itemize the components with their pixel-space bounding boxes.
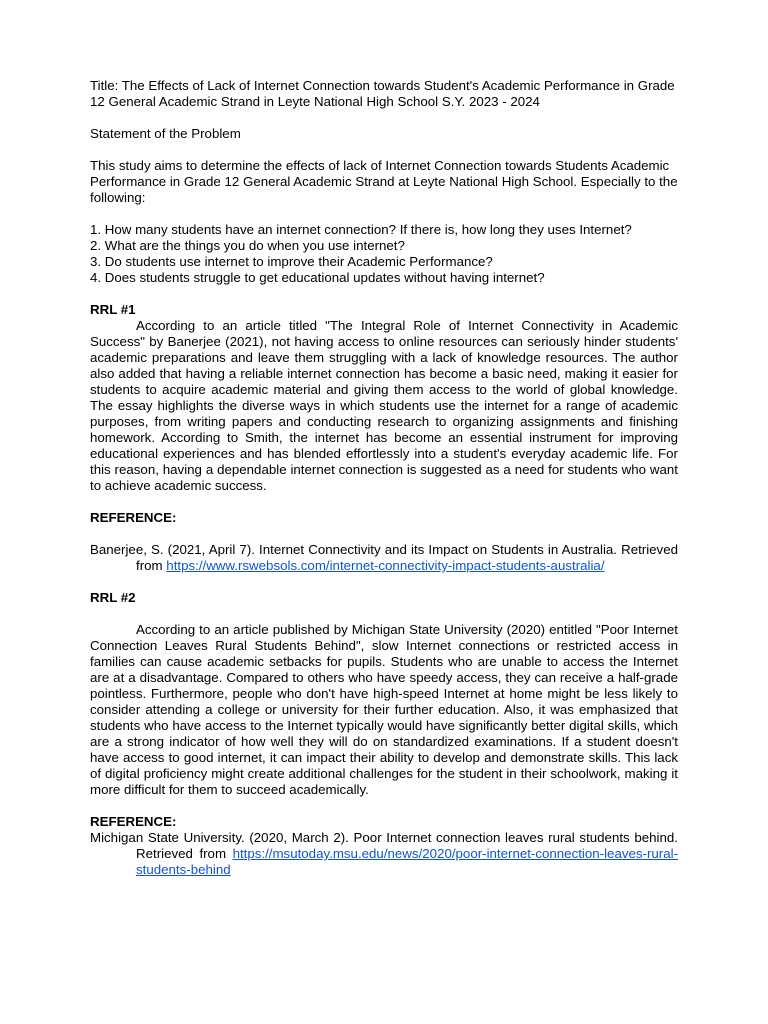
intro-paragraph: This study aims to determine the effects of lack of Internet Connection towards Students Academic Performance in Grade 12 General Academic Strand at Leyte National High School. Especially to the following: [90, 158, 678, 205]
statement-heading: Statement of the Problem [90, 126, 241, 141]
rrl2-reference [90, 830, 678, 878]
document-page [90, 78, 678, 878]
rrl2-heading: RRL #2 [90, 590, 136, 605]
question-list [90, 222, 678, 286]
document-title: Title: The Effects of Lack of Internet Connection towards Student's Academic Performance in Grade 12 General Academic Strand in Leyte National High School S.Y. 2023 - 2024 [90, 78, 675, 109]
rrl2-section [90, 590, 678, 878]
rrl1-reference-heading: REFERENCE: [90, 510, 177, 525]
rrl2-reference-link[interactable]: https://msutoday.msu.edu/news/2020/poor-internet-connection-leaves-rural-students-behind [136, 846, 678, 877]
question-item: 4. Does students struggle to get educational updates without having internet? [90, 270, 545, 285]
rrl1-body: According to an article titled "The Integral Role of Internet Connectivity in Academic Success" by Banerjee (2021), not having access to online resources can seriously hinder students' academic preparations and leave them struggling with a lack of knowledge resources. The author also added that having a reliable internet connection has become a basic need, making it easier for students to acquire academic material and giving them access to the world of global knowledge. The essay highlights the diverse ways in which students use the internet for a range of academic purposes, from writing papers and conducting research to organizing assignments and finishing homework. According to Smith, the internet has become an essential instrument for improving educational experiences and has blended effortlessly into a student's everyday academic life. For this reason, having a dependable internet connection is suggested as a need for students who want to achieve academic success. [90, 318, 678, 493]
rrl2-body: According to an article published by Michigan State University (2020) entitled "Poor Internet Connection Leaves Rural Students Behind", slow Internet connections or restricted access in families can cause academic setbacks for pupils. Students who are unable to access the Internet are at a disadvantage. Compared to others who have speedy access, they can receive a half-grade pointless. Furthermore, people who don't have high-speed Internet at home might be less likely to consider attending a college or university for their further education. Also, it was emphasized that students who have access to the Internet typically would have significantly better digital skills, which are a strong indicator of how well they will do on standardized examinations. If a student doesn't have access to good internet, it can impact their ability to develop and demonstrate skills. This lack of digital proficiency might create additional challenges for the student in their schoolwork, making it more difficult for them to succeed academically. [90, 622, 678, 797]
rrl2-reference-text: Michigan State University. (2020, March 2). Poor Internet connection leaves rural students behind. Retrieved from [90, 830, 678, 861]
rrl1-reference-text: Banerjee, S. (2021, April 7). Internet Connectivity and its Impact on Students in Australia. Retrieved from [90, 542, 678, 573]
spacer [90, 606, 678, 622]
question-item: 3. Do students use internet to improve their Academic Performance? [90, 254, 493, 269]
rrl1-reference-link[interactable]: https://www.rswebsols.com/internet-connectivity-impact-students-australia/ [166, 558, 605, 573]
rrl1-section [90, 302, 678, 574]
question-item: 1. How many students have an internet connection? If there is, how long they uses Internet? [90, 222, 632, 237]
rrl1-heading: RRL #1 [90, 302, 136, 317]
question-item: 2. What are the things you do when you use internet? [90, 238, 405, 253]
rrl2-reference-heading: REFERENCE: [90, 814, 177, 829]
rrl1-reference [90, 542, 678, 574]
